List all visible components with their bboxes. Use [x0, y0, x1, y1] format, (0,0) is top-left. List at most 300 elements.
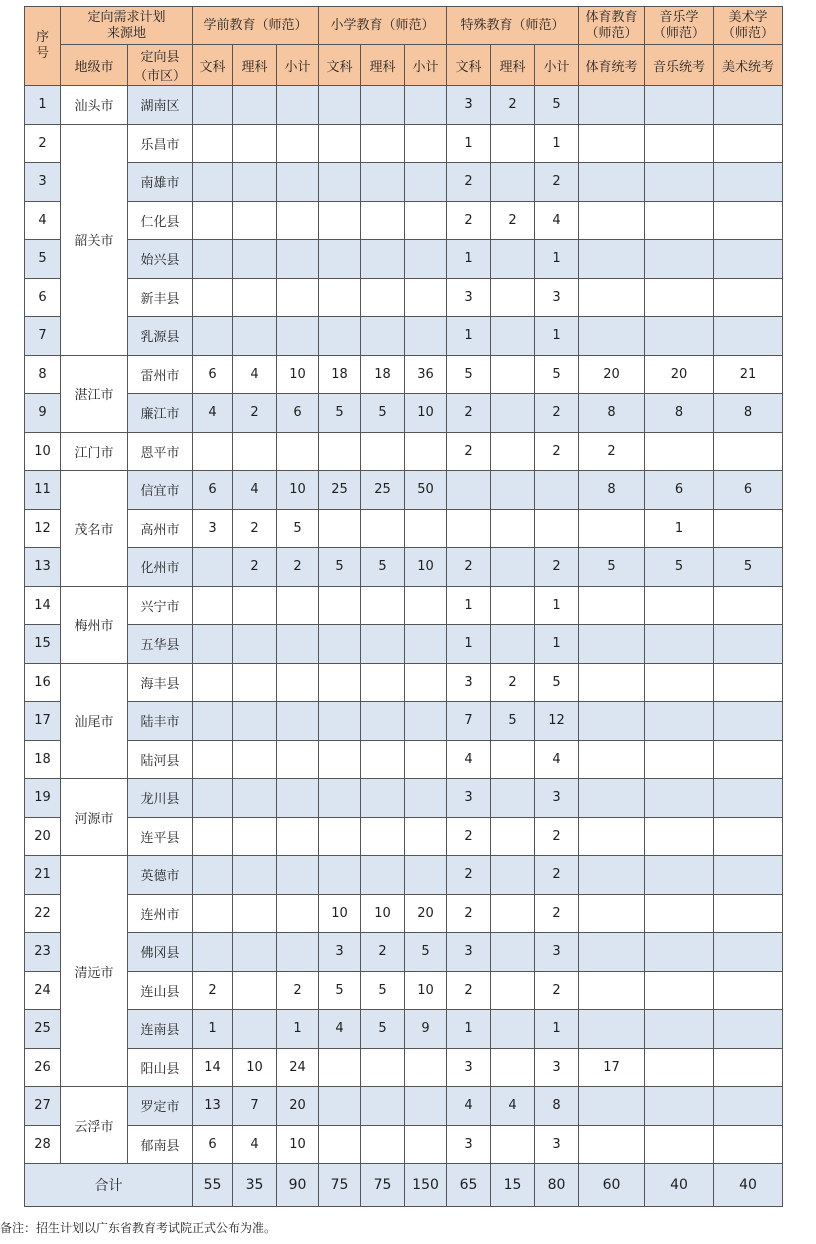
value-cell: 5	[361, 971, 405, 1010]
value-cell: 2	[193, 971, 233, 1010]
table-row	[25, 278, 783, 317]
value-cell: 2	[447, 856, 491, 895]
county-cell: 连平县	[128, 817, 193, 856]
value-cell	[579, 894, 645, 933]
value-cell	[233, 586, 277, 625]
header-row-1	[25, 7, 783, 45]
value-cell	[361, 1048, 405, 1087]
value-cell	[491, 586, 535, 625]
value-cell: 6	[193, 1125, 233, 1164]
value-cell: 8	[714, 394, 783, 433]
county-cell: 湖南区	[128, 86, 193, 125]
value-cell	[645, 971, 714, 1010]
value-cell	[319, 740, 361, 779]
value-cell: 5	[535, 355, 579, 394]
value-cell	[491, 779, 535, 818]
value-cell	[645, 432, 714, 471]
value-cell	[319, 1087, 361, 1126]
value-cell: 20	[405, 894, 447, 933]
county-cell: 兴宁市	[128, 586, 193, 625]
value-cell	[361, 240, 405, 279]
total-value-cell: 60	[579, 1164, 645, 1207]
table-row	[25, 856, 783, 895]
value-cell	[277, 779, 319, 818]
seq-cell: 6	[25, 278, 61, 317]
value-cell	[645, 317, 714, 356]
table-row	[25, 355, 783, 394]
value-cell	[579, 663, 645, 702]
value-cell: 2	[447, 394, 491, 433]
sub-header-subtotal: 小计	[277, 45, 319, 86]
value-cell	[405, 1048, 447, 1087]
table-row	[25, 625, 783, 664]
footnote: 备注：招生计划以广东省教育考试院正式公布为准。	[0, 1221, 277, 1235]
value-cell	[193, 663, 233, 702]
value-cell: 2	[233, 548, 277, 587]
value-cell	[193, 740, 233, 779]
value-cell	[361, 124, 405, 163]
value-cell	[645, 663, 714, 702]
value-cell	[361, 663, 405, 702]
value-cell: 17	[579, 1048, 645, 1087]
value-cell: 2	[277, 548, 319, 587]
value-cell	[714, 856, 783, 895]
value-cell	[714, 740, 783, 779]
seq-cell: 10	[25, 432, 61, 471]
value-cell: 3	[447, 779, 491, 818]
pe-header: 体育教育 （师范）	[579, 7, 645, 45]
value-cell: 1	[447, 586, 491, 625]
value-cell	[645, 163, 714, 202]
value-cell: 4	[535, 740, 579, 779]
value-cell	[579, 702, 645, 741]
value-cell	[579, 124, 645, 163]
seq-cell: 13	[25, 548, 61, 587]
value-cell	[405, 86, 447, 125]
value-cell	[361, 86, 405, 125]
value-cell	[645, 856, 714, 895]
value-cell: 5	[319, 971, 361, 1010]
total-value-cell: 75	[361, 1164, 405, 1207]
county-cell: 化州市	[128, 548, 193, 587]
city-cell: 茂名市	[61, 471, 128, 587]
table-row	[25, 240, 783, 279]
value-cell	[319, 625, 361, 664]
seq-cell: 2	[25, 124, 61, 163]
value-cell: 25	[361, 471, 405, 510]
total-row	[25, 1164, 783, 1207]
value-cell: 5	[645, 548, 714, 587]
value-cell: 2	[491, 201, 535, 240]
table-row	[25, 432, 783, 471]
value-cell	[714, 163, 783, 202]
value-cell	[233, 625, 277, 664]
seq-cell: 23	[25, 933, 61, 972]
value-cell	[233, 86, 277, 125]
total-value-cell: 40	[714, 1164, 783, 1207]
value-cell	[645, 586, 714, 625]
value-cell: 6	[193, 355, 233, 394]
value-cell	[193, 933, 233, 972]
value-cell: 2	[535, 394, 579, 433]
seq-header: 序 号	[25, 7, 61, 86]
value-cell: 5	[277, 509, 319, 548]
county-cell: 海丰县	[128, 663, 193, 702]
value-cell	[277, 317, 319, 356]
value-cell: 5	[491, 702, 535, 741]
value-cell	[277, 86, 319, 125]
county-cell: 雷州市	[128, 355, 193, 394]
seq-cell: 11	[25, 471, 61, 510]
value-cell	[714, 894, 783, 933]
value-cell: 8	[535, 1087, 579, 1126]
total-label: 合计	[25, 1164, 193, 1207]
value-cell: 4	[193, 394, 233, 433]
value-cell	[579, 971, 645, 1010]
value-cell	[645, 278, 714, 317]
value-cell: 3	[319, 933, 361, 972]
value-cell: 1	[447, 317, 491, 356]
county-header: 定向县 （市区）	[128, 45, 193, 86]
value-cell	[714, 86, 783, 125]
value-cell: 3	[447, 1048, 491, 1087]
table-row	[25, 779, 783, 818]
table-row	[25, 586, 783, 625]
sub-header-science: 理科	[233, 45, 277, 86]
value-cell	[277, 933, 319, 972]
table-row	[25, 394, 783, 433]
value-cell: 8	[579, 471, 645, 510]
header-row-2	[25, 45, 783, 86]
county-cell: 陆丰市	[128, 702, 193, 741]
table-row	[25, 817, 783, 856]
value-cell: 1	[535, 1010, 579, 1049]
value-cell: 4	[233, 355, 277, 394]
value-cell: 2	[535, 856, 579, 895]
primary-header: 小学教育（师范）	[319, 7, 447, 45]
value-cell: 4	[535, 201, 579, 240]
value-cell	[447, 471, 491, 510]
table-row	[25, 163, 783, 202]
value-cell	[233, 1010, 277, 1049]
value-cell	[579, 240, 645, 279]
value-cell	[277, 702, 319, 741]
value-cell	[491, 548, 535, 587]
value-cell	[491, 894, 535, 933]
county-cell: 英德市	[128, 856, 193, 895]
value-cell	[277, 432, 319, 471]
value-cell	[319, 1048, 361, 1087]
value-cell: 3	[447, 86, 491, 125]
table-body	[25, 86, 783, 1207]
value-cell	[579, 509, 645, 548]
value-cell: 1	[447, 625, 491, 664]
value-cell: 4	[233, 471, 277, 510]
county-cell: 连南县	[128, 1010, 193, 1049]
preschool-header: 学前教育（师范）	[193, 7, 319, 45]
value-cell: 9	[405, 1010, 447, 1049]
value-cell	[579, 856, 645, 895]
total-value-cell: 90	[277, 1164, 319, 1207]
value-cell	[405, 663, 447, 702]
value-cell	[579, 317, 645, 356]
value-cell: 6	[645, 471, 714, 510]
value-cell	[579, 1087, 645, 1126]
county-cell: 陆河县	[128, 740, 193, 779]
value-cell: 5	[319, 394, 361, 433]
table-row	[25, 933, 783, 972]
value-cell	[405, 317, 447, 356]
value-cell	[319, 856, 361, 895]
value-cell: 2	[535, 971, 579, 1010]
value-cell: 10	[233, 1048, 277, 1087]
value-cell	[645, 625, 714, 664]
value-cell: 3	[447, 663, 491, 702]
value-cell: 5	[361, 394, 405, 433]
value-cell	[277, 586, 319, 625]
seq-cell: 1	[25, 86, 61, 125]
value-cell	[233, 817, 277, 856]
seq-cell: 14	[25, 586, 61, 625]
seq-cell: 4	[25, 201, 61, 240]
value-cell: 1	[535, 625, 579, 664]
value-cell	[645, 124, 714, 163]
value-cell	[233, 163, 277, 202]
total-value-cell: 55	[193, 1164, 233, 1207]
city-cell: 江门市	[61, 432, 128, 471]
special-header: 特殊教育（师范）	[447, 7, 579, 45]
value-cell	[361, 163, 405, 202]
seq-cell: 20	[25, 817, 61, 856]
value-cell	[491, 1125, 535, 1164]
value-cell	[491, 740, 535, 779]
county-cell: 罗定市	[128, 1087, 193, 1126]
value-cell	[405, 856, 447, 895]
city-cell: 河源市	[61, 779, 128, 856]
value-cell	[491, 432, 535, 471]
value-cell: 8	[579, 394, 645, 433]
value-cell: 2	[535, 163, 579, 202]
table-row	[25, 971, 783, 1010]
sub-header-art-exam: 美术统考	[714, 45, 783, 86]
county-cell: 五华县	[128, 625, 193, 664]
table-row	[25, 317, 783, 356]
value-cell	[491, 971, 535, 1010]
value-cell	[491, 163, 535, 202]
table-row	[25, 86, 783, 125]
value-cell: 4	[233, 1125, 277, 1164]
value-cell	[579, 625, 645, 664]
value-cell	[405, 740, 447, 779]
value-cell	[645, 86, 714, 125]
value-cell	[319, 586, 361, 625]
art-header: 美术学 （师范）	[714, 7, 783, 45]
value-cell: 10	[405, 971, 447, 1010]
value-cell: 1	[447, 240, 491, 279]
value-cell	[193, 817, 233, 856]
value-cell	[277, 894, 319, 933]
value-cell	[233, 740, 277, 779]
value-cell: 2	[277, 971, 319, 1010]
value-cell: 2	[233, 509, 277, 548]
value-cell	[233, 702, 277, 741]
value-cell	[319, 124, 361, 163]
value-cell	[361, 856, 405, 895]
sub-header-arts: 文科	[193, 45, 233, 86]
value-cell	[277, 240, 319, 279]
value-cell	[277, 163, 319, 202]
value-cell	[361, 278, 405, 317]
value-cell: 5	[361, 548, 405, 587]
value-cell	[193, 201, 233, 240]
county-cell: 新丰县	[128, 278, 193, 317]
city-cell: 清远市	[61, 856, 128, 1087]
value-cell	[361, 432, 405, 471]
value-cell	[714, 702, 783, 741]
value-cell	[714, 817, 783, 856]
value-cell	[319, 702, 361, 741]
value-cell	[579, 86, 645, 125]
value-cell	[233, 240, 277, 279]
value-cell: 4	[319, 1010, 361, 1049]
value-cell	[405, 625, 447, 664]
value-cell	[405, 201, 447, 240]
seq-cell: 25	[25, 1010, 61, 1049]
sub-header-subtotal: 小计	[405, 45, 447, 86]
seq-cell: 18	[25, 740, 61, 779]
admission-plan-table-container	[24, 6, 782, 1207]
value-cell	[714, 509, 783, 548]
value-cell: 18	[319, 355, 361, 394]
value-cell	[193, 702, 233, 741]
value-cell: 5	[535, 663, 579, 702]
value-cell	[405, 278, 447, 317]
table-row	[25, 1087, 783, 1126]
county-cell: 恩平市	[128, 432, 193, 471]
value-cell	[233, 971, 277, 1010]
value-cell: 21	[714, 355, 783, 394]
value-cell	[645, 240, 714, 279]
value-cell	[579, 201, 645, 240]
seq-cell: 5	[25, 240, 61, 279]
value-cell	[491, 1010, 535, 1049]
seq-cell: 19	[25, 779, 61, 818]
value-cell: 1	[535, 124, 579, 163]
value-cell: 3	[447, 933, 491, 972]
seq-cell: 3	[25, 163, 61, 202]
value-cell: 2	[447, 817, 491, 856]
value-cell	[233, 933, 277, 972]
county-cell: 仁化县	[128, 201, 193, 240]
value-cell: 1	[535, 317, 579, 356]
value-cell: 2	[447, 163, 491, 202]
value-cell	[233, 317, 277, 356]
sub-header-music-exam: 音乐统考	[645, 45, 714, 86]
value-cell	[233, 856, 277, 895]
value-cell: 3	[535, 1048, 579, 1087]
value-cell: 5	[405, 933, 447, 972]
value-cell: 2	[233, 394, 277, 433]
value-cell: 2	[361, 933, 405, 972]
value-cell	[277, 856, 319, 895]
value-cell: 7	[447, 702, 491, 741]
value-cell	[491, 394, 535, 433]
value-cell	[405, 432, 447, 471]
value-cell	[535, 471, 579, 510]
county-cell: 南雄市	[128, 163, 193, 202]
seq-cell: 17	[25, 702, 61, 741]
value-cell	[645, 1010, 714, 1049]
table-row	[25, 471, 783, 510]
value-cell	[361, 586, 405, 625]
seq-cell: 28	[25, 1125, 61, 1164]
value-cell	[193, 163, 233, 202]
value-cell: 20	[277, 1087, 319, 1126]
source-header: 定向需求计划 来源地	[61, 7, 193, 45]
value-cell: 10	[361, 894, 405, 933]
value-cell	[714, 432, 783, 471]
seq-cell: 26	[25, 1048, 61, 1087]
value-cell: 25	[319, 471, 361, 510]
table-row	[25, 548, 783, 587]
seq-cell: 27	[25, 1087, 61, 1126]
value-cell	[579, 1010, 645, 1049]
total-value-cell: 40	[645, 1164, 714, 1207]
value-cell: 2	[491, 663, 535, 702]
city-cell: 汕尾市	[61, 663, 128, 779]
value-cell	[233, 432, 277, 471]
value-cell	[579, 278, 645, 317]
value-cell	[645, 817, 714, 856]
value-cell	[405, 817, 447, 856]
value-cell	[645, 894, 714, 933]
value-cell	[277, 278, 319, 317]
value-cell	[491, 355, 535, 394]
value-cell	[491, 278, 535, 317]
value-cell	[714, 1125, 783, 1164]
city-cell: 云浮市	[61, 1087, 128, 1164]
value-cell: 5	[361, 1010, 405, 1049]
table-row	[25, 509, 783, 548]
value-cell	[714, 317, 783, 356]
value-cell: 7	[233, 1087, 277, 1126]
table-row	[25, 1048, 783, 1087]
value-cell: 4	[491, 1087, 535, 1126]
value-cell	[193, 86, 233, 125]
value-cell	[579, 163, 645, 202]
value-cell	[714, 933, 783, 972]
value-cell	[405, 1125, 447, 1164]
value-cell	[319, 317, 361, 356]
seq-cell: 21	[25, 856, 61, 895]
value-cell: 2	[447, 201, 491, 240]
value-cell: 10	[277, 471, 319, 510]
value-cell	[319, 201, 361, 240]
city-cell: 汕头市	[61, 86, 128, 125]
county-cell: 龙川县	[128, 779, 193, 818]
value-cell	[491, 124, 535, 163]
county-cell: 始兴县	[128, 240, 193, 279]
value-cell	[193, 894, 233, 933]
value-cell	[319, 163, 361, 202]
value-cell	[319, 509, 361, 548]
value-cell: 5	[447, 355, 491, 394]
value-cell: 36	[405, 355, 447, 394]
value-cell	[491, 817, 535, 856]
value-cell	[491, 317, 535, 356]
value-cell	[405, 702, 447, 741]
county-cell: 乐昌市	[128, 124, 193, 163]
